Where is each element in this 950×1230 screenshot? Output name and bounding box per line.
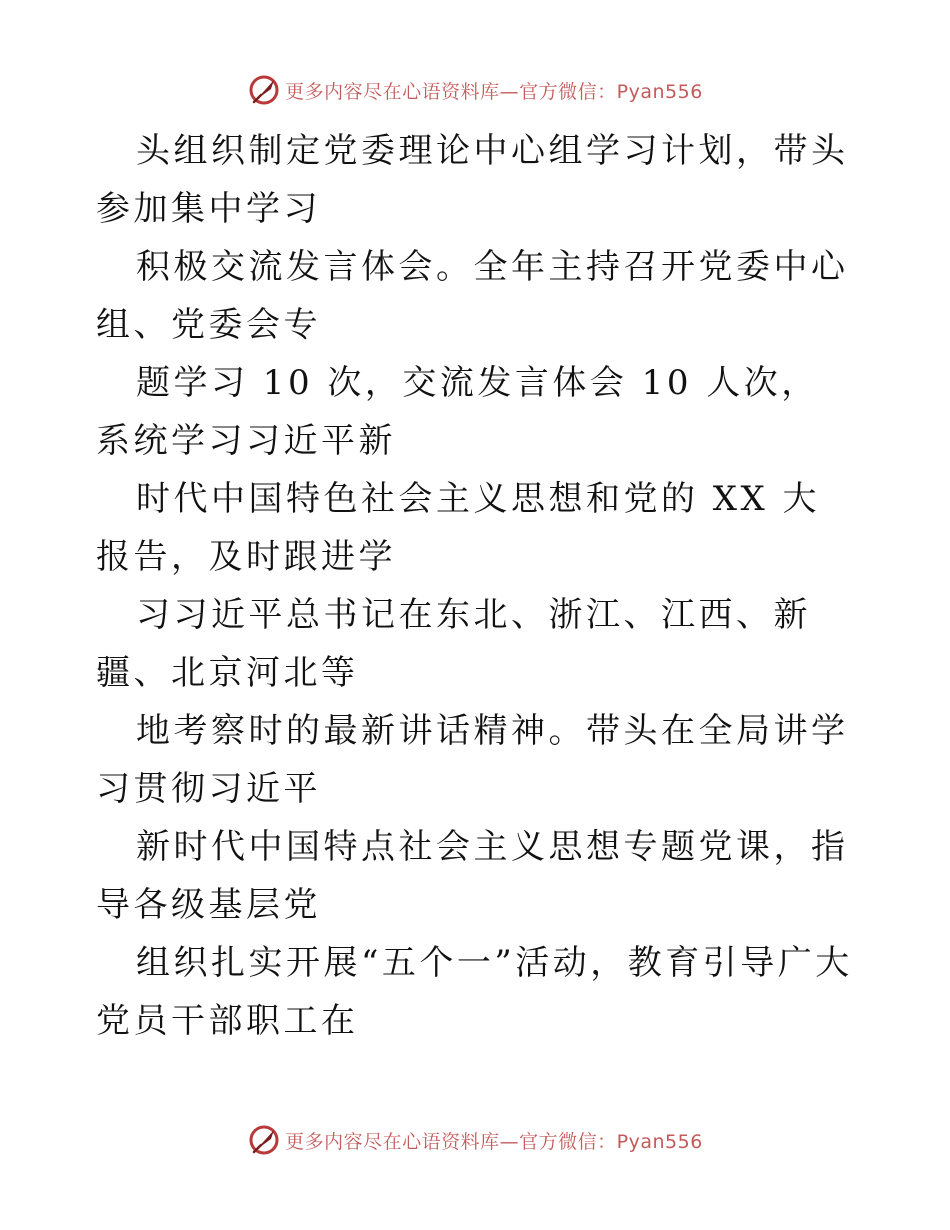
- header-banner-text: 更多内容尽在心语资料库—官方微信：Pyan556: [285, 80, 703, 103]
- quill-logo-icon: [247, 1123, 281, 1157]
- paragraph: 习习近平总书记在东北、浙江、江西、新疆、北京河北等: [96, 595, 811, 693]
- paragraph: 题学习 10 次，交流发言体会 10 人次，系统学习习近平新: [96, 363, 819, 461]
- paragraph: 组织扎实开展“五个一”活动，教育引导广大党员干部职工在: [96, 943, 853, 1041]
- quill-logo-icon: [247, 73, 281, 107]
- header-banner: [0, 70, 950, 110]
- document-body: [96, 122, 856, 1050]
- paragraph: 新时代中国特点社会主义思想专题党课，指导各级基层党: [96, 827, 849, 925]
- footer-banner-text: 更多内容尽在心语资料库—官方微信：Pyan556: [285, 1130, 703, 1153]
- footer-banner: [0, 1120, 950, 1160]
- paragraph: 地考察时的最新讲话精神。带头在全局讲学习贯彻习近平: [96, 711, 849, 809]
- paragraph: 时代中国特色社会主义思想和党的 XX 大报告，及时跟进学: [96, 479, 821, 577]
- paragraph: 积极交流发言体会。全年主持召开党委中心组、党委会专: [96, 247, 849, 345]
- paragraph: 头组织制定党委理论中心组学习计划，带头参加集中学习: [96, 131, 849, 229]
